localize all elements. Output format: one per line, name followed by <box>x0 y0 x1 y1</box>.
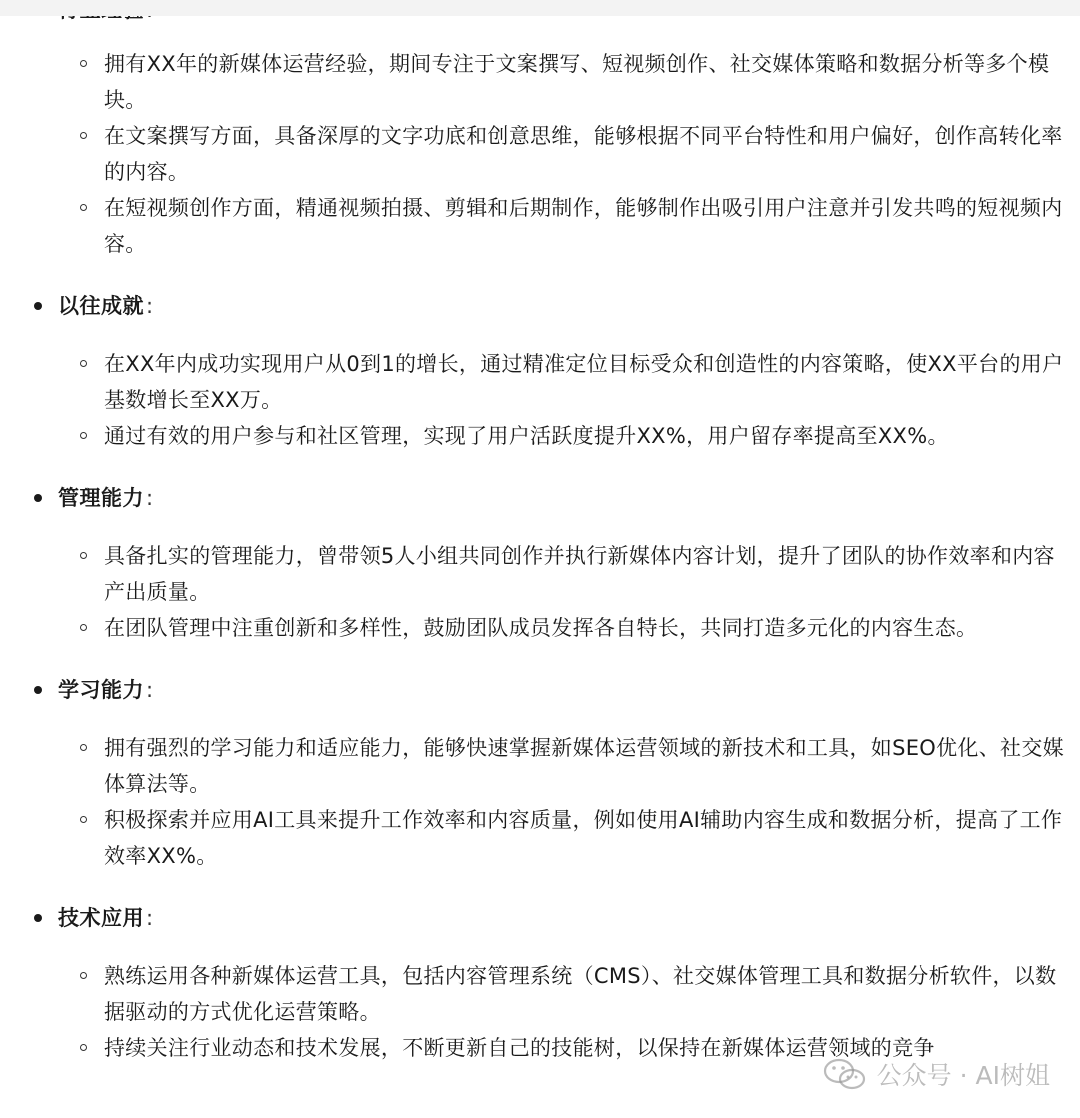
section-heading <box>0 900 1080 936</box>
section-past-achievements <box>0 288 1080 480</box>
item-list <box>0 538 1080 646</box>
item-list <box>0 958 1080 1066</box>
section-heading <box>0 672 1080 708</box>
bullet-circle-icon <box>80 60 87 67</box>
section-learning-ability <box>0 672 1080 900</box>
list-item <box>0 958 1080 1030</box>
item-list <box>0 346 1080 454</box>
list-item-text: 拥有XX年的新媒体运营经验，期间专注于文案撰写、短视频创作、社交媒体策略和数据分析等多个模块。 <box>104 52 1050 112</box>
bullet-circle-icon <box>80 1044 87 1051</box>
bullet-circle-icon <box>80 816 87 823</box>
section-heading-text: 技术应用 <box>58 906 144 930</box>
bullet-circle-icon <box>80 132 87 139</box>
heading-colon: : <box>146 906 154 930</box>
bullet-circle-icon <box>80 204 87 211</box>
heading-colon: : <box>146 294 154 318</box>
section-heading-text: 管理能力 <box>58 486 144 510</box>
list-item <box>0 418 1080 454</box>
watermark-text: 公众号 · AI树姐 <box>876 1061 1050 1090</box>
list-item-text: 通过有效的用户参与和社区管理，实现了用户活跃度提升XX%，用户留存率提高至XX%。 <box>104 424 949 448</box>
section-heading-text: 学习能力 <box>58 678 144 702</box>
section-heading-text: 以往成就 <box>58 294 144 318</box>
list-item-text: 在XX年内成功实现用户从0到1的增长，通过精准定位目标受众和创造性的内容策略，使XX平台的用户基数增长至XX万。 <box>104 352 1064 412</box>
bullet-circle-icon <box>80 552 87 559</box>
bullet-dot-icon <box>34 914 42 922</box>
item-list <box>0 730 1080 874</box>
heading-colon: : <box>146 678 154 702</box>
list-item <box>0 538 1080 610</box>
list-item-text: 在文案撰写方面，具备深厚的文字功底和创意思维，能够根据不同平台特性和用户偏好，创作高转化率的内容。 <box>104 124 1063 184</box>
list-item <box>0 346 1080 418</box>
list-item <box>0 730 1080 802</box>
bullet-circle-icon <box>80 744 87 751</box>
list-item-text: 具备扎实的管理能力，曾带领5人小组共同创作并执行新媒体内容计划，提升了团队的协作效率和内容产出质量。 <box>104 544 1055 604</box>
top-strip <box>0 0 1080 16</box>
list-item-text: 拥有强烈的学习能力和适应能力，能够快速掌握新媒体运营领域的新技术和工具，如SEO优化、社交媒体算法等。 <box>104 736 1064 796</box>
list-item <box>0 46 1080 118</box>
list-item-text: 积极探索并应用AI工具来提升工作效率和内容质量，例如使用AI辅助内容生成和数据分析，提高了工作效率XX%。 <box>104 808 1063 868</box>
list-item <box>0 118 1080 190</box>
list-item <box>0 802 1080 874</box>
section-technical-application <box>0 900 1080 1066</box>
list-item-text: 在短视频创作方面，精通视频拍摄、剪辑和后期制作，能够制作出吸引用户注意并引发共鸣的短视频内容。 <box>104 196 1063 256</box>
bullet-dot-icon <box>34 686 42 694</box>
section-industry-experience <box>0 0 1080 288</box>
bullet-circle-icon <box>80 432 87 439</box>
bullet-circle-icon <box>80 624 87 631</box>
bullet-circle-icon <box>80 972 87 979</box>
bullet-circle-icon <box>80 360 87 367</box>
list-item-text: 熟练运用各种新媒体运营工具，包括内容管理系统（CMS）、社交媒体管理工具和数据分析软件，以数据驱动的方式优化运营策略。 <box>104 964 1057 1024</box>
section-heading <box>0 480 1080 516</box>
list-item-text: 在团队管理中注重创新和多样性，鼓励团队成员发挥各自特长，共同打造多元化的内容生态。 <box>104 616 978 640</box>
list-item-text: 持续关注行业动态和技术发展，不断更新自己的技能树，以保持在新媒体运营领域的竞争 <box>104 1036 935 1060</box>
list-item <box>0 610 1080 646</box>
section-management-ability <box>0 480 1080 672</box>
list-item <box>0 190 1080 262</box>
heading-colon: : <box>146 486 154 510</box>
bullet-dot-icon <box>34 302 42 310</box>
item-list <box>0 46 1080 262</box>
bullet-dot-icon <box>34 494 42 502</box>
list-item <box>0 1030 1080 1066</box>
section-heading <box>0 288 1080 324</box>
